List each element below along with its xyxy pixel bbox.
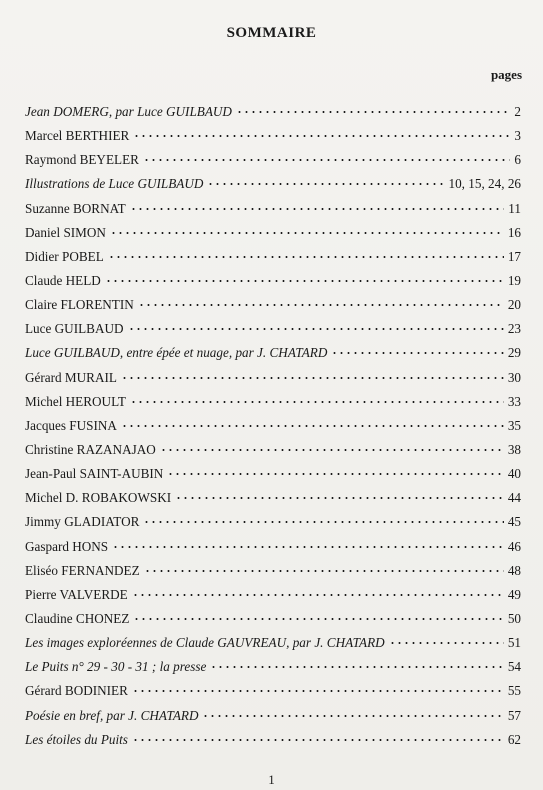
dot-leader <box>128 321 504 331</box>
toc-entry <box>25 611 521 635</box>
toc-entry-page: 19 <box>507 272 521 288</box>
toc-entry-label: Les images exploréennes de Claude GAUVREAU, par J. CHATARD <box>25 635 385 651</box>
toc-entry-label: Poésie en bref, par J. CHATARD <box>25 707 199 723</box>
toc-entry-label: Le Puits n° 29 - 30 - 31 ; la presse <box>25 659 207 675</box>
toc-entry-page: 40 <box>507 466 521 482</box>
toc-entry <box>25 490 521 514</box>
toc-entry-page: 16 <box>507 224 521 240</box>
toc-entry-page: 6 <box>514 152 521 168</box>
dot-leader <box>160 442 504 452</box>
toc-entry-label: Daniel SIMON <box>25 224 106 240</box>
dot-leader <box>108 249 504 259</box>
dot-leader <box>132 683 504 693</box>
toc-entry <box>25 659 521 683</box>
toc-entry-label: Raymond BEYELER <box>25 152 139 168</box>
toc-entry-page: 45 <box>507 514 521 530</box>
toc-entry-label: Marcel BERTHIER <box>25 128 130 144</box>
toc-entry-label: Jean-Paul SAINT-AUBIN <box>25 466 164 482</box>
dot-leader <box>112 539 504 549</box>
toc-entry-label: Gérard MURAIL <box>25 369 117 385</box>
toc-entry-page: 17 <box>507 248 521 264</box>
toc-entry-label: Jacques FUSINA <box>25 417 117 433</box>
toc-entry-page: 44 <box>507 490 521 506</box>
dot-leader <box>167 466 503 476</box>
toc-entry <box>25 225 521 249</box>
toc-entry <box>25 201 521 225</box>
toc-entry-page: 30 <box>507 369 521 385</box>
toc-entry-label: Didier POBEL <box>25 248 104 264</box>
toc-entry <box>25 176 521 200</box>
table-of-contents <box>25 104 521 756</box>
toc-entry-page: 54 <box>507 659 521 675</box>
toc-entry <box>25 321 521 345</box>
toc-entry-page: 29 <box>507 345 521 361</box>
page-title: SOMMAIRE <box>226 25 317 41</box>
dot-leader <box>389 635 504 645</box>
toc-entry <box>25 732 521 756</box>
dot-leader <box>132 587 504 597</box>
toc-entry <box>25 418 521 442</box>
toc-entry-page: 2 <box>514 104 521 119</box>
toc-entry-label: Gaspard HONS <box>25 538 109 554</box>
toc-entry-label: Christine RAZANAJAO <box>25 441 156 457</box>
toc-entry <box>25 587 521 611</box>
toc-entry <box>25 539 521 563</box>
toc-entry-page: 62 <box>507 731 521 747</box>
dot-leader <box>138 297 504 307</box>
toc-entry <box>25 249 521 273</box>
dot-leader <box>132 732 504 742</box>
toc-entry-page: 51 <box>507 635 521 651</box>
toc-entry <box>25 683 521 707</box>
toc-entry <box>25 466 521 490</box>
toc-entry-label: Michel HEROULT <box>25 393 126 409</box>
toc-entry <box>25 104 521 128</box>
dot-leader <box>143 514 503 524</box>
toc-entry-page: 35 <box>507 417 521 433</box>
toc-entry-label: Les étoiles du Puits <box>25 731 128 747</box>
toc-entry-label: Claude HELD <box>25 272 101 288</box>
toc-entry-label: Claudine CHONEZ <box>25 610 130 626</box>
dot-leader <box>105 273 504 283</box>
toc-entry-label: Claire FLORENTIN <box>25 297 134 313</box>
toc-entry-page: 10, 15, 24, 26 <box>448 176 521 192</box>
dot-leader <box>143 152 510 162</box>
dot-leader <box>236 104 510 114</box>
toc-entry-label: Luce GUILBAUD <box>25 321 124 337</box>
toc-entry <box>25 442 521 466</box>
toc-entry-page: 57 <box>507 707 521 723</box>
toc-entry-label: Eliséo FERNANDEZ <box>25 562 140 578</box>
toc-entry-page: 23 <box>507 321 521 337</box>
dot-leader <box>133 611 503 621</box>
toc-entry-page: 55 <box>507 683 521 699</box>
dot-leader <box>121 418 504 428</box>
dot-leader <box>207 176 444 186</box>
dot-leader <box>133 128 510 138</box>
toc-entry-page: 3 <box>514 128 521 144</box>
toc-entry <box>25 635 521 659</box>
dot-leader <box>331 345 503 355</box>
toc-entry <box>25 128 521 152</box>
toc-entry-label: Illustrations de Luce GUILBAUD <box>25 176 204 192</box>
toc-entry-label: Jimmy GLADIATOR <box>25 514 140 530</box>
toc-entry <box>25 708 521 732</box>
dot-leader <box>175 490 504 500</box>
dot-leader <box>110 225 504 235</box>
toc-entry <box>25 394 521 418</box>
toc-entry <box>25 345 521 369</box>
toc-entry-page: 46 <box>507 538 521 554</box>
toc-entry-label: Luce GUILBAUD, entre épée et nuage, par J. CHATARD <box>25 345 328 361</box>
dot-leader <box>130 201 505 211</box>
toc-entry-page: 11 <box>508 200 521 216</box>
dot-leader <box>210 659 503 669</box>
toc-entry <box>25 370 521 394</box>
toc-entry-page: 20 <box>507 297 521 313</box>
toc-entry-page: 33 <box>507 393 521 409</box>
dot-leader <box>130 394 504 404</box>
toc-entry-page: 50 <box>507 610 521 626</box>
pages-column-header: pages <box>490 67 522 82</box>
toc-entry <box>25 514 521 538</box>
toc-entry <box>25 297 521 321</box>
toc-entry-label: Pierre VALVERDE <box>25 586 128 602</box>
toc-entry-page: 38 <box>507 441 521 457</box>
dot-leader <box>144 563 504 573</box>
toc-entry <box>25 273 521 297</box>
toc-entry-label: Suzanne BORNAT <box>25 200 126 216</box>
dot-leader <box>202 708 503 718</box>
page-number: 1 <box>268 772 275 787</box>
toc-entry <box>25 563 521 587</box>
toc-entry-label: Michel D. ROBAKOWSKI <box>25 490 172 506</box>
toc-entry-page: 49 <box>507 586 521 602</box>
toc-entry-page: 48 <box>507 562 521 578</box>
toc-entry-label: Jean DOMERG, par Luce GUILBAUD <box>25 104 232 119</box>
toc-entry-label: Gérard BODINIER <box>25 683 128 699</box>
toc-entry <box>25 152 521 176</box>
dot-leader <box>121 370 504 380</box>
